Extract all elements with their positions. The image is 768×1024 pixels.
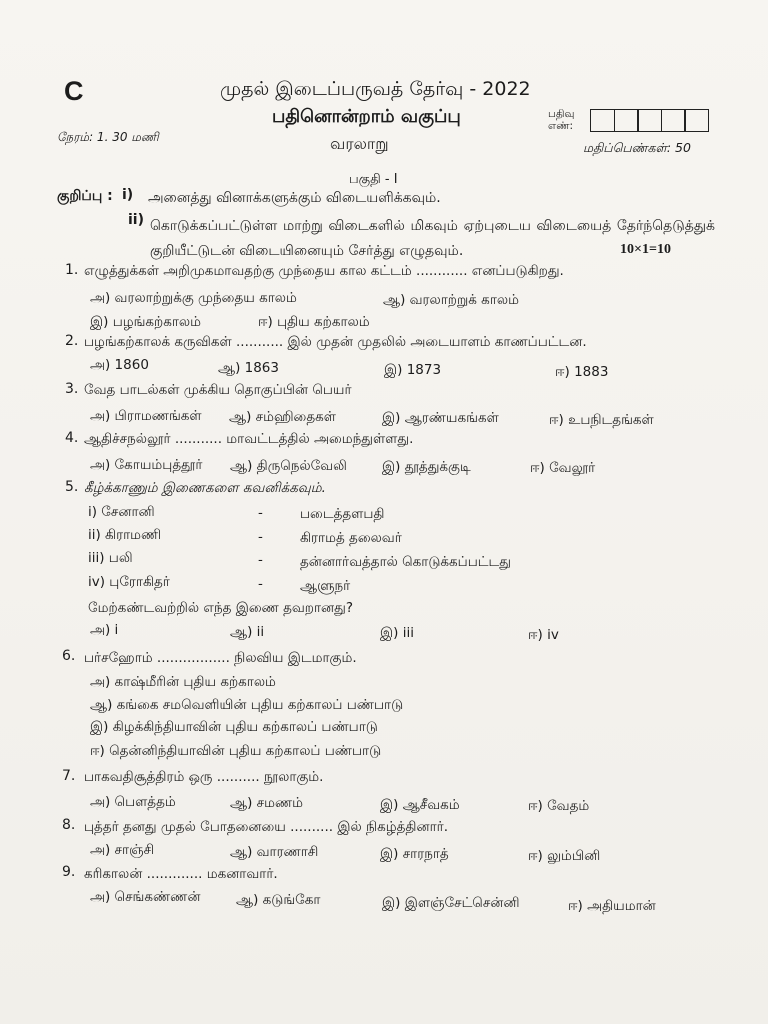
option-c: இ) ஆசீவகம் xyxy=(380,797,460,813)
question-text: எழுத்துக்கள் அறிமுகமாவதற்கு முந்தைய கால கட்டம் ............ எனப்படுகிறது. xyxy=(84,263,564,279)
option-c: இ) சாரநாத் xyxy=(380,846,449,862)
marks-scheme: 10×1=10 xyxy=(620,242,671,257)
question-number: 3. xyxy=(65,381,79,397)
set-letter: C xyxy=(64,76,84,106)
option-b: ஆ) வாரணாசி xyxy=(230,844,319,860)
option-a: அ) பௌத்தம் xyxy=(90,794,176,810)
option-b: ஆ) ii xyxy=(230,624,265,640)
pair-dash: - xyxy=(258,552,263,568)
option-d: ஈ) வேதம் xyxy=(528,798,590,814)
pair-right: தன்னார்வத்தால் கொடுக்கப்பட்டது xyxy=(300,554,511,570)
question-number: 2. xyxy=(65,333,79,349)
option-d: ஈ) லும்பினி xyxy=(528,848,601,864)
pair-dash: - xyxy=(258,529,263,545)
note-label: குறிப்பு : xyxy=(57,188,113,204)
option-a: அ) சாஞ்சி xyxy=(90,842,155,858)
option-b: ஆ) 1863 xyxy=(218,360,279,376)
reg-no-label: பதிவு எண்: xyxy=(548,108,575,132)
pair-left: iv) புரோகிதர் xyxy=(88,574,170,590)
note-ii-number: ii) xyxy=(128,212,144,228)
question-subtext: மேற்கண்டவற்றில் எந்த இணை தவறானது? xyxy=(88,600,353,616)
pair-right: கிராமத் தலைவர் xyxy=(300,530,402,546)
option-b: ஆ) கங்கை சமவெளியின் புதிய கற்காலப் பண்பாடு xyxy=(90,697,404,713)
option-d: ஈ) உபநிடதங்கள் xyxy=(549,412,654,428)
option-d: ஈ) அதியமான் xyxy=(568,898,656,914)
option-d: ஈ) வேலூர் xyxy=(530,460,596,476)
option-b: ஆ) கடுங்கோ xyxy=(236,892,321,908)
option-d: ஈ) புதிய கற்காலம் xyxy=(258,314,370,330)
option-c: இ) iii xyxy=(380,625,414,641)
option-a: அ) கோயம்புத்தூர் xyxy=(90,457,203,473)
option-d: ஈ) தென்னிந்தியாவின் புதிய கற்காலப் பண்பாடு xyxy=(90,743,382,759)
pair-dash: - xyxy=(258,576,263,592)
question-text: பர்சஹோம் ................. நிலவிய இடமாகும். xyxy=(84,650,357,666)
part-heading: பகுதி - I xyxy=(349,172,398,187)
question-text: கீழ்க்காணும் இணைகளை கவனிக்கவும். xyxy=(84,480,326,496)
note-i-number: i) xyxy=(122,187,134,203)
reg-no-box xyxy=(637,109,662,132)
reg-no-boxes xyxy=(592,109,709,132)
option-c: இ) ஆரண்யகங்கள் xyxy=(382,410,499,426)
option-c: இ) 1873 xyxy=(384,362,442,378)
note-i-text: அனைத்து வினாக்களுக்கும் விடையளிக்கவும். xyxy=(148,190,441,206)
option-a: அ) செங்கண்ணன் xyxy=(90,889,201,905)
option-c: இ) தூத்துக்குடி xyxy=(382,459,471,475)
pair-left: i) சேனானி xyxy=(88,504,155,520)
question-text: ஆதிச்சநல்லூர் ........... மாவட்டத்தில் அமைந்துள்ளது. xyxy=(84,431,414,447)
option-a: அ) காஷ்மீரின் புதிய கற்காலம் xyxy=(90,674,276,690)
question-number: 5. xyxy=(65,479,79,495)
reg-no-box xyxy=(614,109,639,132)
question-text: புத்தர் தனது முதல் போதனையை .......... இல் நிகழ்த்தினார். xyxy=(84,819,448,835)
question-number: 9. xyxy=(62,864,76,880)
question-text: வேத பாடல்கள் முக்கிய தொகுப்பின் பெயர் xyxy=(84,382,352,398)
option-c: இ) இளஞ்சேட்சென்னி xyxy=(382,895,520,911)
question-text: கரிகாலன் ............. மகனாவார். xyxy=(84,866,278,882)
option-a: அ) 1860 xyxy=(90,357,149,373)
note-ii-text: கொடுக்கப்பட்டுள்ள மாற்று விடைகளில் மிகவும் ஏற்புடைய விடையைத் தேர்ந்தெடுத்துக் குறியீட்டுடன் விடையினையும் சேர்த்து எழுதவும். xyxy=(150,218,715,259)
pair-right: படைத்தளபதி xyxy=(300,506,385,522)
subject-title: வரலாறு xyxy=(330,134,389,153)
pair-right: ஆளுநர் xyxy=(300,578,351,594)
option-c: இ) பழங்கற்காலம் xyxy=(90,314,202,330)
class-title: பதினொன்றாம் வகுப்பு xyxy=(272,106,461,127)
option-a: அ) வரலாற்றுக்கு முந்தைய காலம் xyxy=(90,290,297,306)
question-number: 8. xyxy=(62,817,76,833)
exam-title: முதல் இடைப்பருவத் தேர்வு - 2022 xyxy=(220,78,531,100)
question-text: பழங்கற்காலக் கருவிகள் ........... இல் முதன் முதலில் அடையாளம் காணப்பட்டன. xyxy=(84,334,587,350)
reg-no-box xyxy=(590,109,615,132)
pair-left: iii) பலி xyxy=(88,550,133,566)
reg-no-box xyxy=(661,109,686,132)
max-marks: மதிப்பெண்கள்: 50 xyxy=(583,140,691,155)
option-d: ஈ) iv xyxy=(528,627,559,643)
reg-no-box xyxy=(684,109,709,132)
question-number: 1. xyxy=(65,262,79,278)
pair-dash: - xyxy=(258,505,263,521)
option-b: ஆ) சம்ஹிதைகள் xyxy=(229,409,336,425)
question-number: 7. xyxy=(62,768,76,784)
question-text: பாகவதிசூத்திரம் ஒரு .......... நூலாகும். xyxy=(84,769,324,785)
option-a: அ) i xyxy=(90,622,119,638)
question-number: 4. xyxy=(65,430,79,446)
option-c: இ) கிழக்கிந்தியாவின் புதிய கற்காலப் பண்பாடு xyxy=(90,719,378,735)
pair-left: ii) கிராமணி xyxy=(88,527,162,543)
option-a: அ) பிராமணங்கள் xyxy=(90,408,202,424)
time-label: நேரம்: 1. 30 மணி xyxy=(57,130,159,144)
option-b: ஆ) திருநெல்வேலி xyxy=(230,458,347,474)
question-number: 6. xyxy=(62,648,76,664)
option-b: ஆ) சமணம் xyxy=(230,795,304,811)
option-b: ஆ) வரலாற்றுக் காலம் xyxy=(383,292,519,308)
option-d: ஈ) 1883 xyxy=(555,364,609,380)
